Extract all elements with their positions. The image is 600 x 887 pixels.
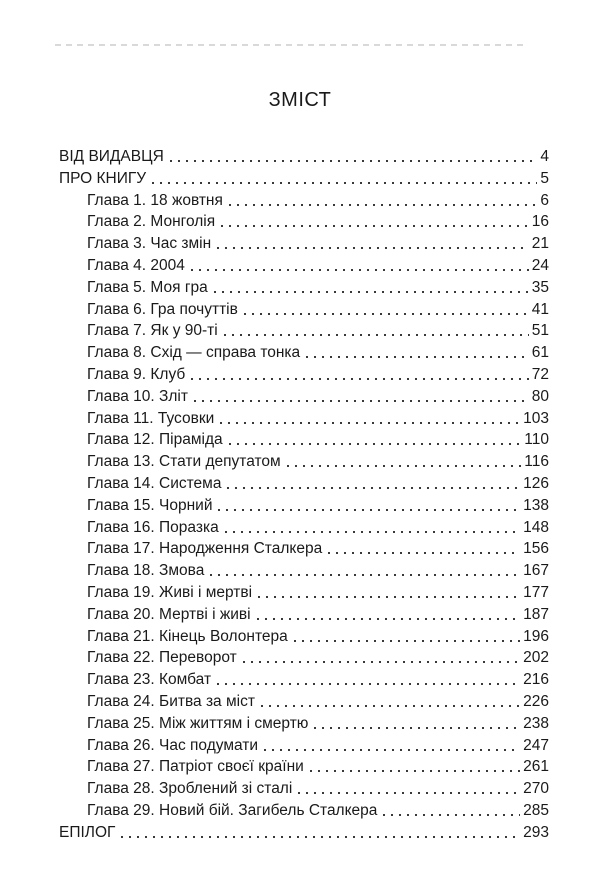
- toc-entry-label: Глава 28. Зроблений зі сталі: [87, 780, 293, 798]
- toc-entry: [87, 604, 549, 626]
- dot-leader: [291, 640, 520, 642]
- toc-entry-page-number: 51: [531, 322, 549, 340]
- toc-entry-page-number: 247: [523, 736, 549, 754]
- dot-leader: [191, 400, 529, 402]
- toc-entry: [87, 364, 549, 386]
- toc-entry-label: Глава 24. Битва за міст: [87, 693, 255, 710]
- toc-entry-label: Глава 3. Час змін: [87, 235, 212, 253]
- toc-entry-page-number: 80: [531, 387, 549, 405]
- toc-entry-page-number: 177: [523, 584, 549, 601]
- dot-leader: [215, 509, 520, 511]
- dot-leader: [214, 247, 529, 249]
- page-title: ЗМІСТ: [268, 89, 332, 111]
- dot-leader: [214, 683, 520, 685]
- toc-entry: [87, 190, 549, 212]
- toc-entry: [59, 822, 549, 844]
- dot-leader: [261, 749, 520, 751]
- toc-entry-label: Глава 19. Живі і мертві: [87, 584, 253, 601]
- toc-entry: [87, 320, 549, 342]
- toc-entry-page-number: 41: [531, 300, 549, 318]
- toc-entry-page-number: 21: [531, 235, 549, 253]
- dot-leader: [254, 618, 521, 620]
- dot-leader: [241, 313, 529, 315]
- toc-entry-page-number: 103: [523, 409, 549, 427]
- toc-entry: [87, 778, 549, 800]
- toc-entry: [87, 691, 549, 713]
- toc-entry-label: Глава 7. Як у 90-ті: [87, 322, 218, 340]
- toc-entry-page-number: 16: [531, 213, 549, 231]
- toc-entry-page-number: 238: [523, 714, 549, 732]
- toc-entry: [87, 255, 549, 277]
- toc-entry-label: Глава 16. Поразка: [87, 518, 219, 536]
- toc-entry-label: ВІД ВИДАВЦЯ: [59, 148, 164, 165]
- toc-entry-page-number: 285: [523, 802, 549, 819]
- dot-leader: [325, 552, 520, 554]
- toc-entry-label: Глава 11. Тусовки: [87, 409, 215, 427]
- dot-leader: [188, 378, 528, 380]
- toc-entry: [87, 211, 549, 233]
- toc-entry-page-number: 148: [523, 518, 549, 536]
- toc-entry-page-number: 226: [523, 693, 549, 710]
- dot-leader: [226, 443, 522, 445]
- toc-entry-page-number: 270: [523, 780, 549, 798]
- toc-entry: [87, 800, 549, 822]
- toc-entry-label: Глава 26. Час подумати: [87, 736, 259, 754]
- toc-entry: [59, 168, 549, 190]
- dot-leader: [222, 531, 520, 533]
- dot-leader: [284, 465, 522, 467]
- toc-entry: [87, 451, 549, 473]
- toc-entry: [87, 495, 549, 517]
- dot-leader: [224, 487, 520, 489]
- toc-entry-page-number: 4: [540, 148, 549, 165]
- toc-entry: [87, 473, 549, 495]
- toc-entry: [87, 517, 549, 539]
- dot-leader: [211, 291, 529, 293]
- toc-entry: [87, 386, 549, 408]
- dot-leader: [311, 727, 520, 729]
- toc-entry-page-number: 6: [540, 191, 549, 209]
- dot-leader: [255, 596, 520, 598]
- dot-leader: [207, 574, 520, 576]
- toc-entry-label: Глава 9. Клуб: [87, 366, 186, 383]
- toc-entry: [87, 560, 549, 582]
- toc-entry: [87, 669, 549, 691]
- toc-entry: [87, 756, 549, 778]
- toc-entry-label: Глава 25. Між життям і смертю: [87, 714, 309, 732]
- toc-entry: [87, 538, 549, 560]
- dot-leader: [221, 334, 529, 336]
- toc-entry-page-number: 261: [523, 758, 549, 776]
- toc-entry-label: Глава 21. Кінець Волонтера: [87, 627, 288, 645]
- dot-leader: [167, 160, 538, 162]
- dot-leader: [307, 770, 520, 772]
- dot-leader: [217, 422, 520, 424]
- toc-entry-label: Глава 10. Зліт: [87, 387, 188, 405]
- toc-entry-label: Глава 2. Монголія: [87, 213, 216, 231]
- toc-entry: [87, 735, 549, 757]
- toc-entry: [87, 626, 549, 648]
- toc-entry: [87, 277, 549, 299]
- toc-entry-page-number: 61: [531, 344, 549, 362]
- toc-entry-page-number: 187: [523, 605, 549, 623]
- toc-entry-label: Глава 6. Гра почуттів: [87, 300, 238, 318]
- dot-leader: [118, 836, 520, 838]
- toc-entry-label: Глава 17. Народження Сталкера: [87, 540, 323, 558]
- toc-entry-page-number: 156: [523, 540, 549, 558]
- toc-entry-label: Глава 12. Піраміда: [87, 431, 223, 449]
- toc-entry-page-number: 110: [524, 431, 549, 449]
- toc-entry-page-number: 116: [524, 453, 549, 471]
- toc-entry-label: Глава 23. Комбат: [87, 671, 212, 689]
- toc-entry-label: Глава 13. Стати депутатом: [87, 453, 281, 471]
- toc-entry-page-number: 72: [531, 366, 549, 383]
- toc-entry-label: Глава 27. Патріот своєї країни: [87, 758, 304, 776]
- toc-entry-label: Глава 15. Чорний: [87, 496, 213, 514]
- toc-entry-label: Глава 18. Змова: [87, 562, 205, 580]
- toc-entry: [87, 582, 549, 604]
- toc-entry: [87, 647, 549, 669]
- toc-entry: [87, 233, 549, 255]
- toc-entry-page-number: 35: [531, 278, 549, 296]
- toc-entry-label: Глава 29. Новий бій. Загибель Сталкера: [87, 802, 378, 819]
- toc-entry-page-number: 5: [540, 169, 549, 187]
- dot-leader: [240, 661, 520, 663]
- toc-entry-page-number: 293: [523, 823, 549, 841]
- dot-leader: [258, 705, 520, 707]
- toc-entry-label: Глава 8. Схід — справа тонка: [87, 344, 301, 362]
- page-top-edge: [55, 44, 525, 46]
- dot-leader: [295, 792, 520, 794]
- toc-entry: [87, 429, 549, 451]
- toc-entry-label: Глава 22. Переворот: [87, 649, 237, 667]
- dot-leader: [226, 204, 537, 206]
- dot-leader: [303, 356, 529, 358]
- dot-leader: [188, 269, 529, 271]
- toc-entry: [87, 408, 549, 430]
- toc-entry-page-number: 167: [523, 562, 549, 580]
- toc-entry-page-number: 202: [523, 649, 549, 667]
- toc-entry-page-number: 126: [523, 475, 549, 492]
- toc-entry-label: Глава 14. Система: [87, 475, 222, 492]
- toc-entry-label: Глава 1. 18 жовтня: [87, 191, 223, 209]
- toc-entry-page-number: 216: [523, 671, 549, 689]
- dot-leader: [380, 814, 520, 816]
- toc-entry-page-number: 138: [523, 496, 549, 514]
- toc-entry-label: Глава 5. Моя гра: [87, 278, 208, 296]
- toc-entry: [87, 299, 549, 321]
- toc-entry: [59, 146, 549, 168]
- toc-entry: [87, 342, 549, 364]
- toc-entry-page-number: 196: [523, 627, 549, 645]
- toc-entry-label: ПРО КНИГУ: [59, 169, 147, 187]
- toc-entry: [87, 713, 549, 735]
- toc-entry-page-number: 24: [531, 257, 549, 274]
- dot-leader: [149, 182, 537, 184]
- toc-entry-label: Глава 20. Мертві і живі: [87, 605, 251, 623]
- toc-entry-label: ЕПІЛОГ: [59, 823, 116, 841]
- toc-entry-label: Глава 4. 2004: [87, 257, 185, 274]
- dot-leader: [218, 225, 529, 227]
